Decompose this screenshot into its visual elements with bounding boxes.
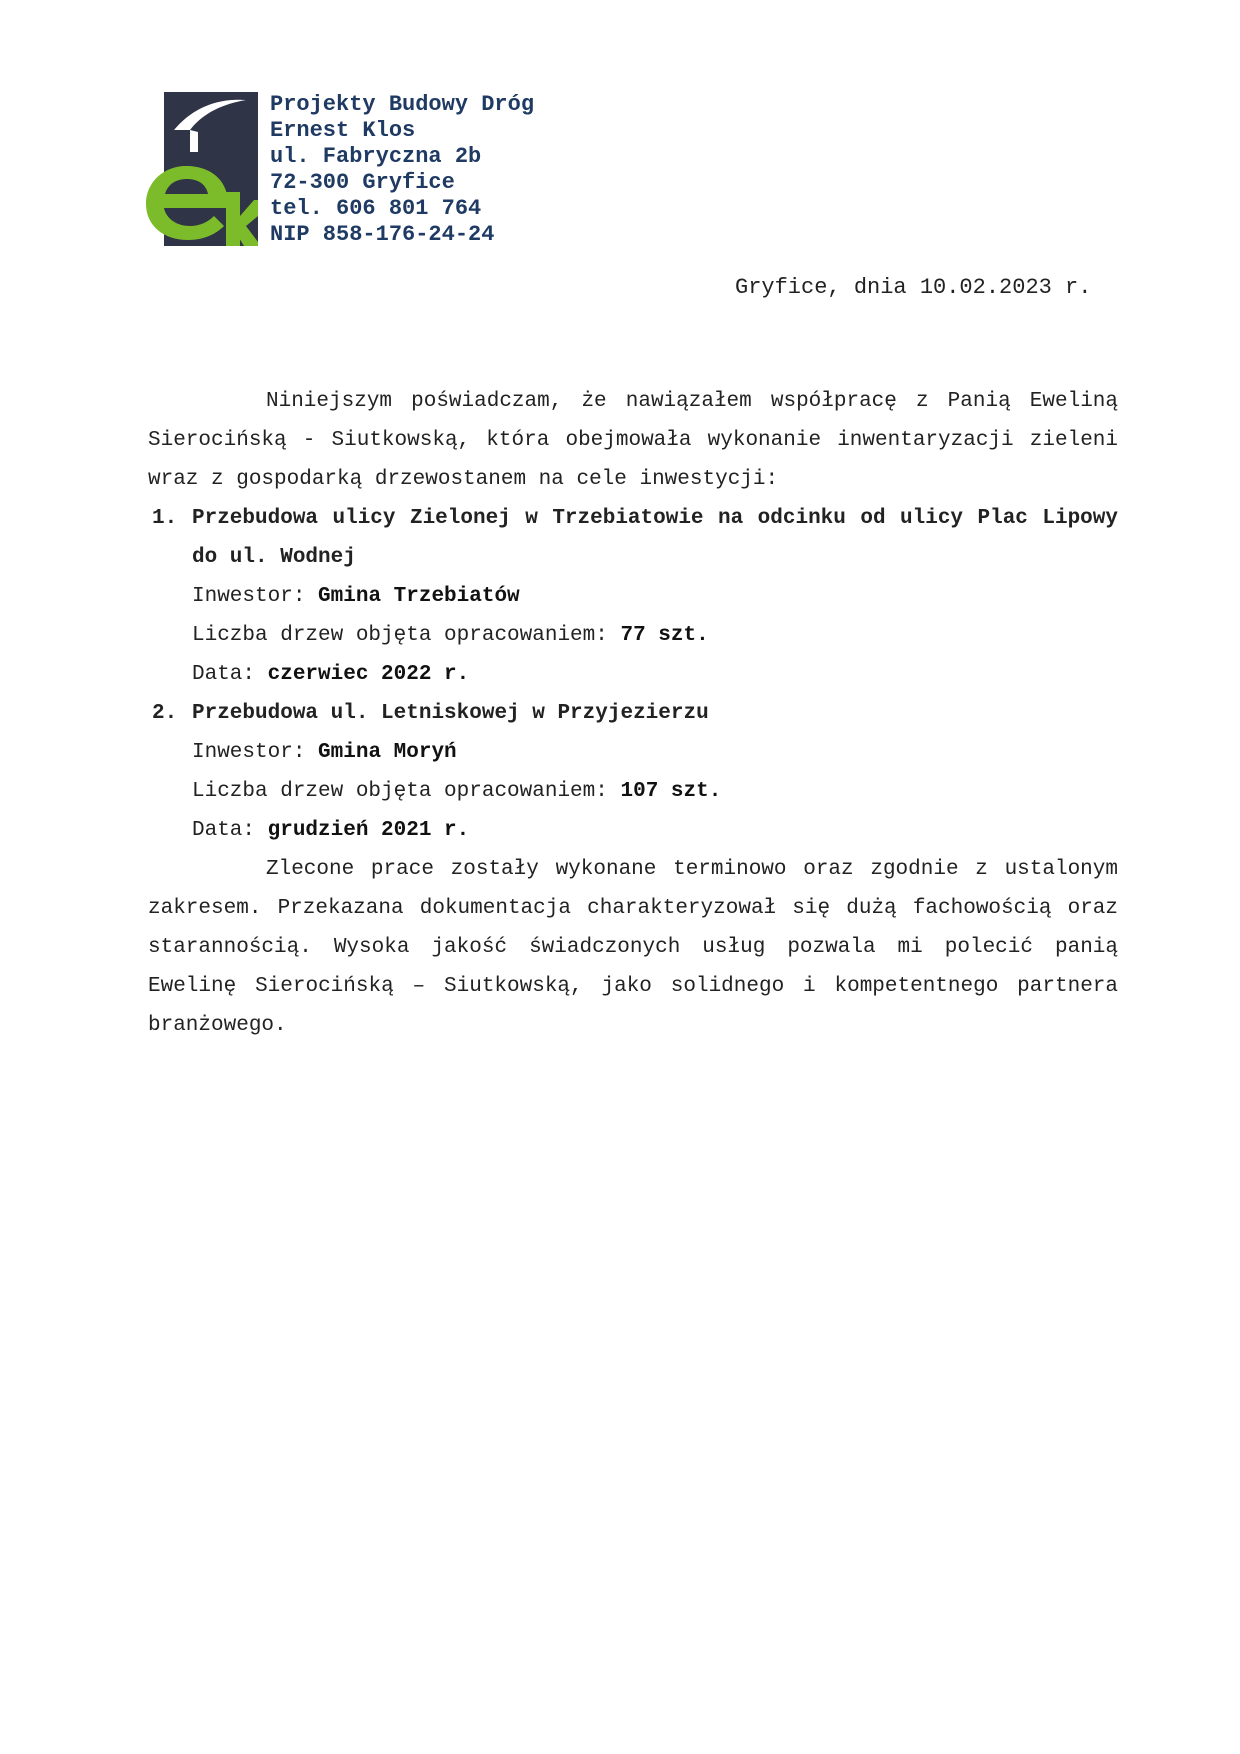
trees-value: 77 szt. <box>620 624 709 647</box>
trees-label: Liczba drzew objęta opracowaniem: <box>192 624 621 647</box>
project-title: Przebudowa ulicy Zielonej w Trzebiatowie na odcinku od ulicy Plac Lipowy do ul. Wodnej <box>192 507 1118 569</box>
trees-label: Liczba drzew objęta opracowaniem: <box>192 780 621 803</box>
closing-paragraph: Zlecone prace zostały wykonane terminowo oraz zgodnie z ustalonym zakresem. Przekazana dokumentacja charakteryzował się dużą fachowością oraz starannością. Wysoka jakość świadczonych usług pozwala mi polecić panią Ewelinę Sierocińską – Siutkowską, jako solidnego i kompetentnego partnera branżowego. <box>148 858 1118 1037</box>
projects-list <box>148 499 1118 850</box>
date-value: grudzień 2021 r. <box>267 819 470 842</box>
project-item <box>148 499 1118 694</box>
project-number: 2. <box>152 702 178 725</box>
date-label: Data: <box>192 663 268 686</box>
project-trees-line <box>192 772 1118 811</box>
project-item <box>148 694 1118 850</box>
project-number: 1. <box>152 507 178 530</box>
place-and-date: Gryfice, dnia 10.02.2023 r. <box>735 275 1092 300</box>
company-name: Projekty Budowy Dróg <box>270 92 535 117</box>
project-date-line <box>192 655 1118 694</box>
company-address-block <box>270 92 534 248</box>
investor-label: Inwestor: <box>192 741 319 764</box>
project-investor-line <box>192 733 1118 772</box>
investor-value: Gmina Moryń <box>318 741 457 764</box>
project-investor-line <box>192 577 1118 616</box>
project-title: Przebudowa ul. Letniskowej w Przyjezierzu <box>192 702 709 725</box>
company-logo <box>146 92 258 246</box>
intro-paragraph: Niniejszym poświadczam, że nawiązałem współpracę z Panią Eweliną Sierocińską - Siutkowską, która obejmowała wykonanie inwentaryzacji zieleni wraz z gospodarką drzewostanem na cele inwestycji: <box>148 390 1118 491</box>
company-phone: tel. 606 801 764 <box>270 196 482 221</box>
trees-value: 107 szt. <box>620 780 722 803</box>
company-owner: Ernest Klos <box>270 118 416 143</box>
company-city: 72-300 Gryfice <box>270 170 455 195</box>
investor-value: Gmina Trzebiatów <box>318 585 520 608</box>
project-trees-line <box>192 616 1118 655</box>
date-value: czerwiec 2022 r. <box>267 663 470 686</box>
date-label: Data: <box>192 819 268 842</box>
investor-label: Inwestor: <box>192 585 319 608</box>
company-street: ul. Fabryczna 2b <box>270 144 482 169</box>
letter-body <box>148 382 1118 1045</box>
company-nip: NIP 858-176-24-24 <box>270 222 495 247</box>
project-date-line <box>192 811 1118 850</box>
